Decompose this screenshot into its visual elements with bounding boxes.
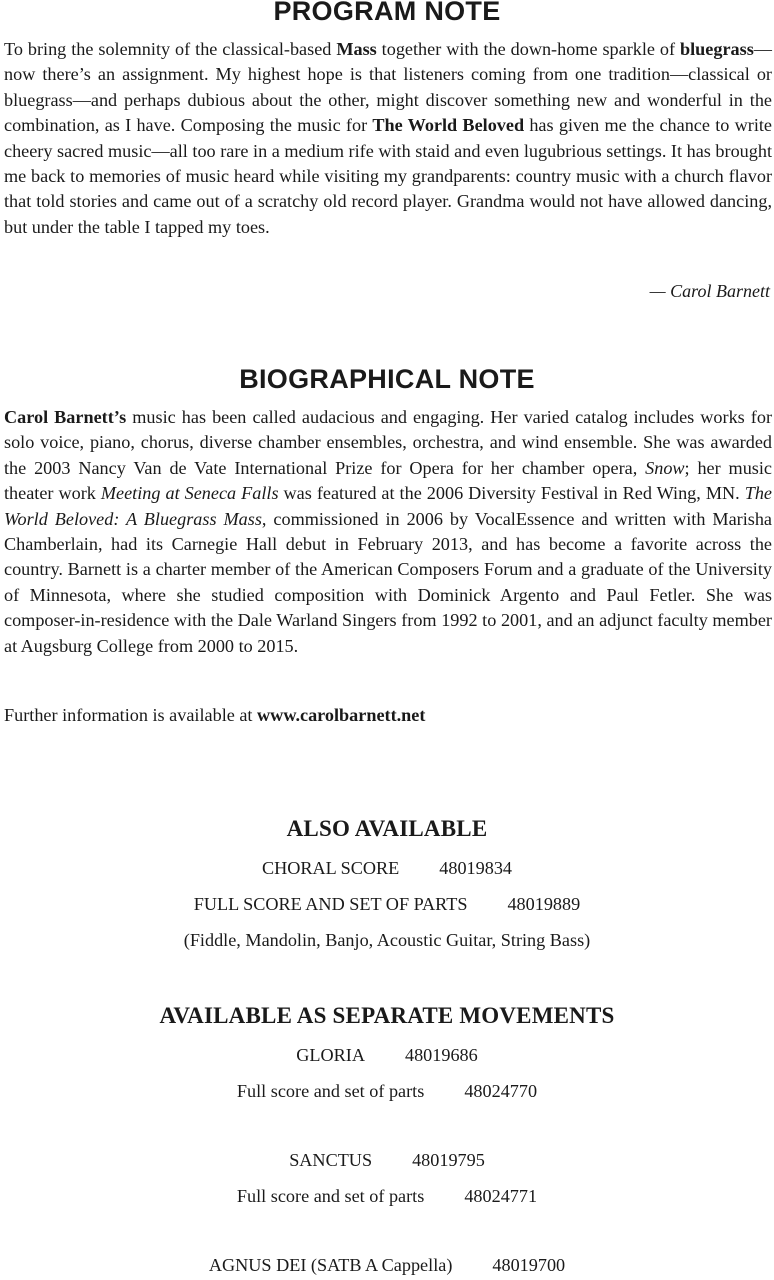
program-note-bold-mass: Mass [336,39,377,59]
sanctus-parts-label: Full score and set of parts [236,1186,425,1206]
full-score-line [0,894,774,915]
gloria-parts-label: Full score and set of parts [236,1081,425,1101]
bio-note-italic-seneca: Meeting at Seneca Falls [100,483,279,504]
program-note-heading: PROGRAM NOTE [273,0,501,26]
sanctus-label: SANCTUS [289,1150,373,1170]
also-available-heading: ALSO AVAILABLE [286,816,488,841]
bio-note-heading: BIOGRAPHICAL NOTE [239,364,535,394]
program-note-text-4: has given me the chance to write cheery sacred music—all too rare in a medium rife with staid and even lugubrious settings. It has brought me back to memories of music heard while visiting my grandparents: country music with a church flavor that told stories and came out of a scratchy old record player. Grandma would not have allowed dancing, but under the table I tapped my toes. [4,115,772,237]
choral-score-number: 48019834 [439,858,513,878]
sanctus-line [0,1150,774,1171]
further-info-text: Further information is available at [4,705,258,725]
bio-note-composer-name: Carol Barnett’s [4,407,127,427]
bio-note-italic-snow: Snow [645,457,685,478]
program-note-text-2: together with the down-home sparkle of [376,39,681,59]
program-note-bold-title: The World Beloved [372,115,525,136]
full-score-number: 48019889 [507,894,581,914]
full-score-label: FULL SCORE AND SET OF PARTS [193,894,468,914]
program-note-text-3: —now there’s an assignment. My highest hope is that listeners coming from one tradition—classical or bluegrass—and perhaps dubious about the other, might discover something new and wonderful in the combination, as I have. Composing the music for [4,39,772,136]
agnus-dei-line [0,1255,774,1276]
gloria-parts-line [0,1081,774,1102]
program-note-paragraph [4,37,772,240]
bio-note-italic-world-beloved: The World Beloved: A Bluegrass Mass [4,483,772,529]
bio-note-paragraph [4,405,772,659]
program-note-text-1: To bring the solemnity of the classical-based [4,39,337,59]
bio-note-text-4: , commissioned in 2006 by VocalEssence and written with Marisha Chamberlain, had its Carnegie Hall debut in February 2013, and has become a favorite across the country. Barnett is a charter member of the American Composers Forum and a graduate of the University of Minnesota, where she studied composition with Dominick Argento and Paul Fetler. She was composer-in-residence with the Dale Warland Singers from 1992 to 2001, and an adjunct faculty member at Augsburg College from 2000 to 2015. [4,508,772,656]
gloria-parts-number: 48024770 [464,1081,538,1101]
further-info-line [4,705,425,726]
bio-note-text-2: ; her music theater work [4,457,772,504]
instruments-line: (Fiddle, Mandolin, Banjo, Acoustic Guitar, String Bass) [183,930,591,950]
program-note-signature: — Carol Barnett [649,281,770,301]
choral-score-label: CHORAL SCORE [261,858,400,878]
separate-movements-heading: AVAILABLE AS SEPARATE MOVEMENTS [159,1003,615,1028]
bio-note-text-3: was featured at the 2006 Diversity Festival in Red Wing, MN. [278,483,745,504]
gloria-line [0,1045,774,1066]
sanctus-parts-number: 48024771 [464,1186,538,1206]
gloria-label: GLORIA [296,1045,365,1065]
bio-note-text-1: music has been called audacious and engaging. Her varied catalog includes works for solo voice, piano, chorus, diverse chamber ensembles, orchestra, and wind ensemble. She was awarded the 2003 Nancy Van de Vate International Prize for Opera for her chamber opera, [4,407,772,478]
website-link[interactable]: www.carolbarnett.net [257,705,426,725]
program-note-bold-bluegrass: bluegrass [680,39,754,59]
agnus-dei-number: 48019700 [492,1255,566,1275]
gloria-number: 48019686 [404,1045,478,1065]
sanctus-parts-line [0,1186,774,1207]
sanctus-number: 48019795 [412,1150,485,1170]
agnus-dei-label: AGNUS DEI (SATB A Cappella) [208,1255,453,1275]
choral-score-line [0,858,774,879]
